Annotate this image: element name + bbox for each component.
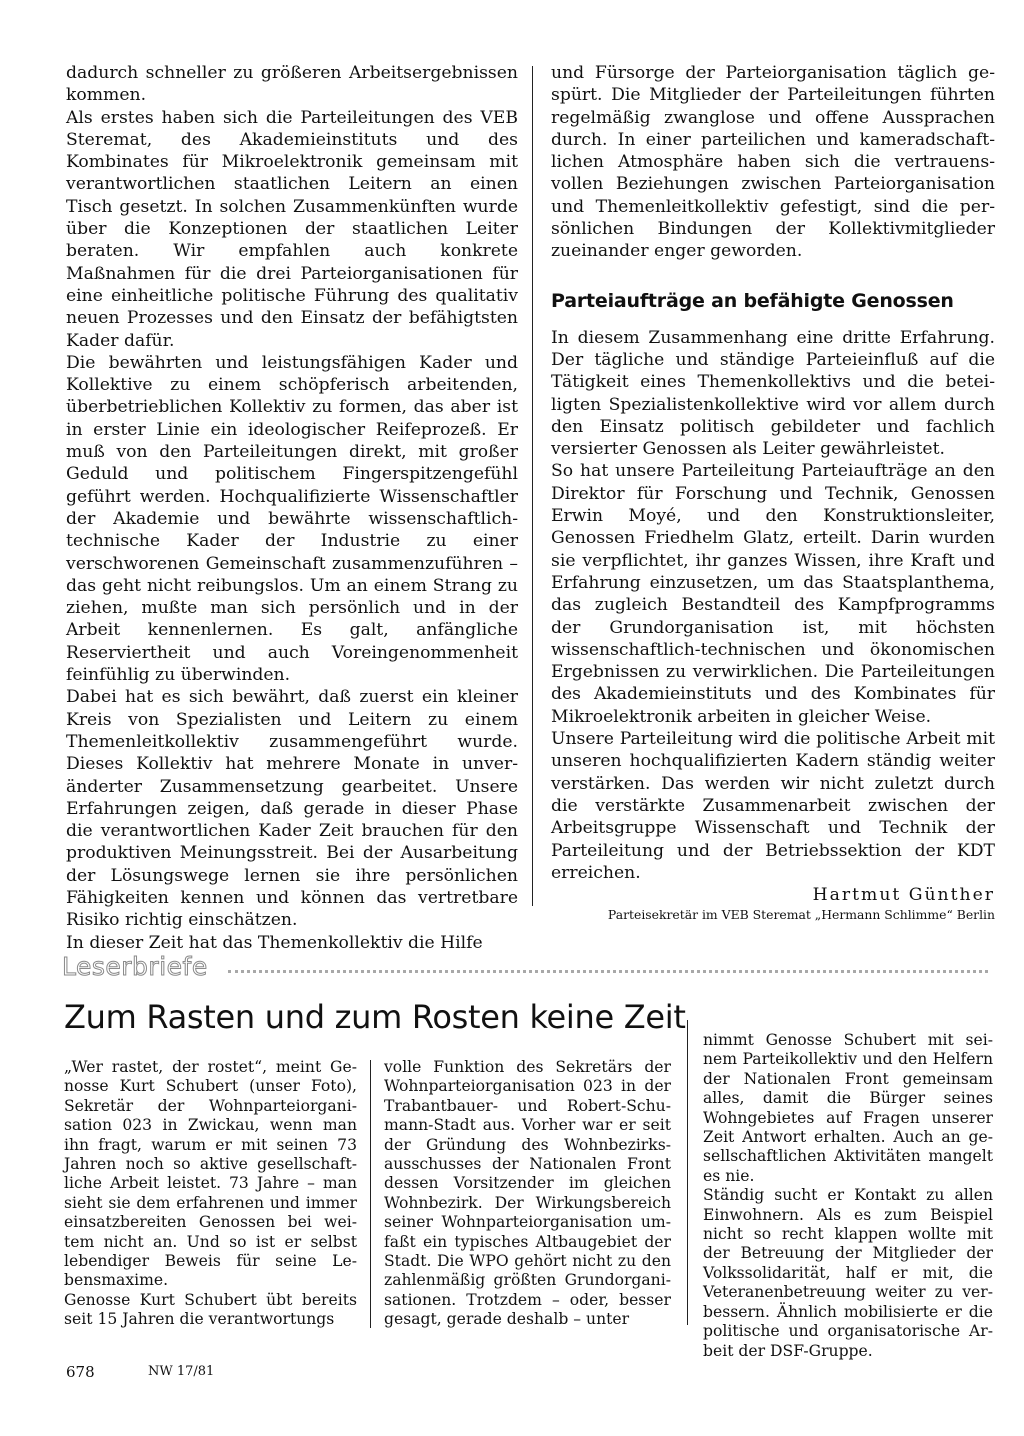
paragraph: dadurch schneller zu größeren Arbeitsergebnissen kommen. (66, 63, 518, 106)
paragraph: Als erstes haben sich die Parteileitungen des VEB Steremat, des Akademieinstituts und des Kombinates für Mikroelektronik gemeinsam mit verantwortlichen staatlichen Leitern an einen Tisch gesetzt. In solchen Zusammenkünften wurde über die Konzeptionen der staatlichen Leiter beraten. Wir empfahlen auch konkrete Maßnahmen für die drei Parteiorganisationen für eine einheitliche politische Führung des qualitativ neuen Prozesses und den Einsatz der befähigtsten Kader dafür. (66, 107, 518, 351)
paragraph: Genosse Kurt Schubert übt bereits seit 15 Jahren die verantwortungs (64, 1290, 357, 1329)
paragraph: Unsere Parteileitung wird die politische Arbeit mit unseren hochqualifizierten Kadern ständig weiter verstärken. Das werden wir nicht zuletzt durch die verstärkte Zusammenarbeit zwischen der Arbeitsgruppe Wissenschaft und Technik der Parteileitung und der Betriebssektion der KDT erreichen. (551, 729, 995, 883)
paragraph: Ständig sucht er Kontakt zu allen Einwohnern. Als es zum Beispiel nicht so recht klappen wollte mit der Betreuung der Mitglieder der Volkssolidarität, half er mit, die Veteranenbetreuung weiter zu verbessern. Ähnlich mobilisierte er die politische und organisatorische Arbeit der DSF-Gruppe. (703, 1186, 993, 1360)
column-divider (370, 1060, 371, 1328)
paragraph: In diesem Zusammenhang eine dritte Erfahrung. Der tägliche und ständige Parteieinfluß auf die Tätigkeit eines Themenkollektivs und die beteiligten Spezialistenkollektive wird vor allem durch den Einsatz politisch gebildeter und fachlich versierter Genossen als Leiter gewährleistet. (551, 327, 995, 460)
paragraph: In dieser Zeit hat das Themenkollektiv die Hilfe (66, 932, 483, 953)
page-number: 678 (66, 1363, 95, 1381)
paragraph: nimmt Genosse Schubert mit seinem Parteikollektiv und den Helfern der Nationalen Front gemeinsam alles, damit die Bürger seines Wohngebietes auf Fragen unserer Zeit Antwort erhalten. Auch an gesellschaftlichen Aktivitäten mangelt es nie. (703, 1031, 993, 1185)
paragraph: So hat unsere Parteileitung Parteiaufträge an den Direktor für Forschung und Technik, Genossen Erwin Moyé, und den Konstruktionsleiter, Genossen Friedhelm Glatz, erteilt. Darin wurden sie verpflichtet, ihr ganzes Wissen, ihre Kraft und Erfahrung einzusetzen, um das Staatsplanthema, das zugleich Bestandteil des Kampfprogramms der Grundorganisation ist, mit höchsten wissenschaftlich-technischen und ökonomischen Ergebnissen zu verwirklichen. Die Parteileitungen des Akademieinstituts und des Kombinates für Mikroelektronik arbeiten in gleicher Weise. (551, 461, 995, 727)
section-label: Leserbriefe (62, 952, 208, 981)
paragraph: volle Funktion des Sekretärs der Wohnparteiorganisation 023 in der Trabantbauer- und Robert-Schumann-Stadt aus. Vorher war er seit der Gründung des Wohnbezirksausschusses der Nationalen Front dessen Vorsitzender im gleichen Wohnbezirk. Der Wirkungsbereich seiner Wohnparteiorganisation umfaßt ein typisches Altbaugebiet der Stadt. Die WPO gehört nicht zu den zahlenmäßig größten Grundorganisationen. Trotzdem – oder, besser gesagt, gerade deshalb – unter (384, 1058, 671, 1329)
paragraph: Dabei hat es sich bewährt, daß zuerst ein kleiner Kreis von Spezialisten und Leitern zu einem Themenleitkollektiv zusammengeführt wurde. Dieses Kollektiv hat mehrere Monate in unveränderter Zusammensetzung gearbeitet. Unsere Erfahrungen zeigen, daß gerade in dieser Phase die verantwortlichen Kader Zeit brauchen für den produktiven Meinungsstreit. Bei der Ausarbeitung der Lösungswege lernen sie ihre persönlichen Fähigkeiten kennen und können das vertretbare Risiko richtig einschätzen. (66, 687, 518, 931)
section-heading: Parteiaufträge an befähigte Genossen (551, 289, 954, 312)
paragraph: und Fürsorge der Parteiorganisation täglich gespürt. Die Mitglieder der Parteileitungen führten regelmäßig zwanglose und offene Aussprachen durch. In einer parteilichen und kameradschaftlichen Atmosphäre haben sich die vertrauensvollen Beziehungen zwischen Parteiorganisation und Themenleitkollektiv gefestigt, sind die persönlichen Bindungen der Kollektivmitglieder zueinander enger geworden. (551, 63, 995, 262)
column-divider (532, 66, 533, 906)
author-name: Hartmut Günther (812, 885, 995, 906)
article-title: Zum Rasten und zum Rosten keine Zeit (64, 998, 686, 1036)
article-column-1 (64, 1058, 357, 1330)
top-right-column (551, 62, 995, 923)
column-divider (687, 1020, 688, 1325)
top-left-column (66, 62, 518, 954)
issue-label: NW 17/81 (148, 1364, 215, 1379)
section-divider (228, 970, 988, 973)
article-column-3 (703, 1031, 993, 1361)
author-role: Parteisekretär im VEB Steremat „Hermann Schlimme“ Berlin (607, 907, 995, 923)
article-column-2 (384, 1058, 671, 1330)
paragraph: „Wer rastet, der rostet“, meint Genosse Kurt Schubert (unser Foto), Sekretär der Wohnparteiorganisation 023 in Zwickau, wenn man ihn fragt, warum er mit seinen 73 Jahren noch so aktive gesellschaftliche Arbeit leistet. 73 Jahre – man sieht sie dem erfahrenen und immer einsatzbereiten Genossen bei weitem nicht an. Und so ist er selbst lebendiger Beweis für seine Lebensmaxime. (64, 1058, 357, 1290)
paragraph: Die bewährten und leistungsfähigen Kader und Kollektive zu einem schöpferisch arbeitenden, überbetrieblichen Kollektiv zu formen, das aber ist in erster Linie ein ideologischer Reifeprozeß. Er muß von den Parteileitungen direkt, mit großer Geduld und politischem Fingerspitzengefühl geführt werden. Hochqualifizierte Wissenschaftler der Akademie und bewährte wissenschaftlich-technische Kader der Industrie zu einer verschworenen Gemeinschaft zusammenzuführen – das geht nicht reibungslos. Um an einem Strang zu ziehen, mußte man sich persönlich und in der Arbeit kennenlernen. Es galt, anfängliche Reserviertheit und auch Voreingenommenheit feinfühlig zu überwinden. (66, 352, 518, 686)
